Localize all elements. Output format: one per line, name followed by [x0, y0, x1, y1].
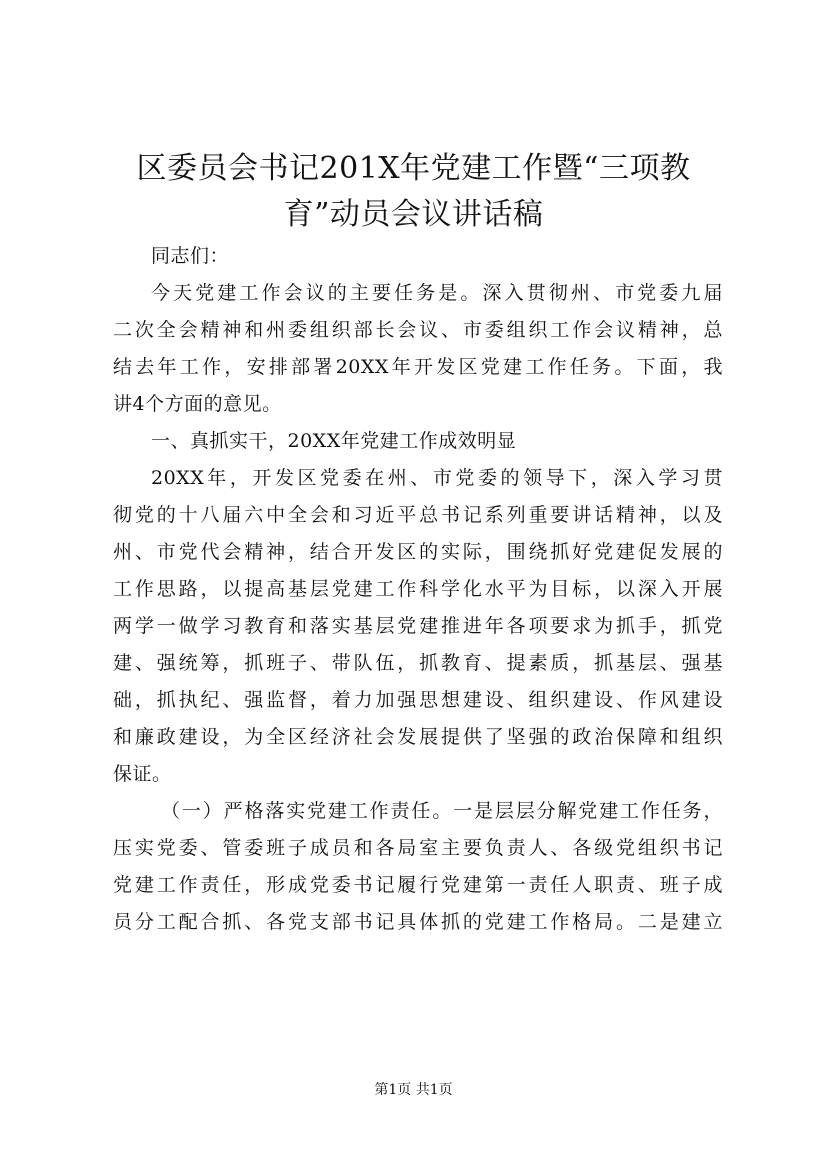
page-number-label: 第1页 共1页: [374, 1082, 453, 1098]
paragraph-line: 结去年工作，安排部署20XX年开发区党建工作任务。下面，我: [113, 356, 723, 378]
paragraph-line: 二次全会精神和州委组织部长会议、市委组织工作会议精神，总: [113, 319, 723, 341]
paragraph-line: 彻党的十八届六中全会和习近平总书记系列重要讲话精神，以及: [113, 504, 723, 526]
paragraph-line: 压实党委、管委班子成员和各局室主要负责人、各级党组织书记: [113, 837, 723, 859]
paragraph-line: 20XX年，开发区党委在州、市党委的领导下，深入学习贯: [151, 467, 723, 489]
paragraph-line: 今天党建工作会议的主要任务是。深入贯彻州、市党委九届: [151, 282, 723, 304]
paragraph-line: 础，抓执纪、强监督，着力加强思想建设、组织建设、作风建设: [113, 689, 723, 711]
salutation: 同志们：: [151, 245, 230, 267]
document-body: [113, 238, 723, 941]
paragraph-achievements: [113, 460, 723, 793]
paragraph-line: 保证。: [113, 763, 172, 785]
paragraph-line: 工作思路，以提高基层党建工作科学化水平为目标，以深入开展: [113, 578, 723, 600]
paragraph-line: 两学一做学习教育和落实基层党建推进年各项要求为抓手，抓党: [113, 615, 723, 637]
page-footer: [0, 1080, 827, 1100]
paragraph-line: 党建工作责任，形成党委书记履行党建第一责任人职责、班子成: [113, 874, 723, 896]
paragraph-line: 州、市党代会精神，结合开发区的实际，围绕抓好党建促发展的: [113, 541, 723, 563]
title-line: 育”动员会议讲话稿: [283, 197, 544, 232]
document-title: [80, 146, 747, 238]
title-line: 区委员会书记201X年党建工作暨“三项教: [136, 151, 691, 186]
paragraph-responsibility: [113, 793, 723, 941]
paragraph-line: 员分工配合抓、各党支部书记具体抓的党建工作格局。二是建立: [113, 911, 723, 933]
paragraph-line: 讲4个方面的意见。: [113, 393, 282, 415]
paragraph-line: （一）严格落实党建工作责任。一是层层分解党建工作任务，: [161, 800, 723, 822]
section-heading: 一、真抓实干，20XX年党建工作成效明显: [151, 430, 517, 452]
paragraph-line: 建、强统筹，抓班子、带队伍，抓教育、提素质，抓基层、强基: [113, 652, 723, 674]
paragraph-opening: [113, 275, 723, 423]
paragraph-line: 和廉政建设，为全区经济社会发展提供了坚强的政治保障和组织: [113, 726, 723, 748]
